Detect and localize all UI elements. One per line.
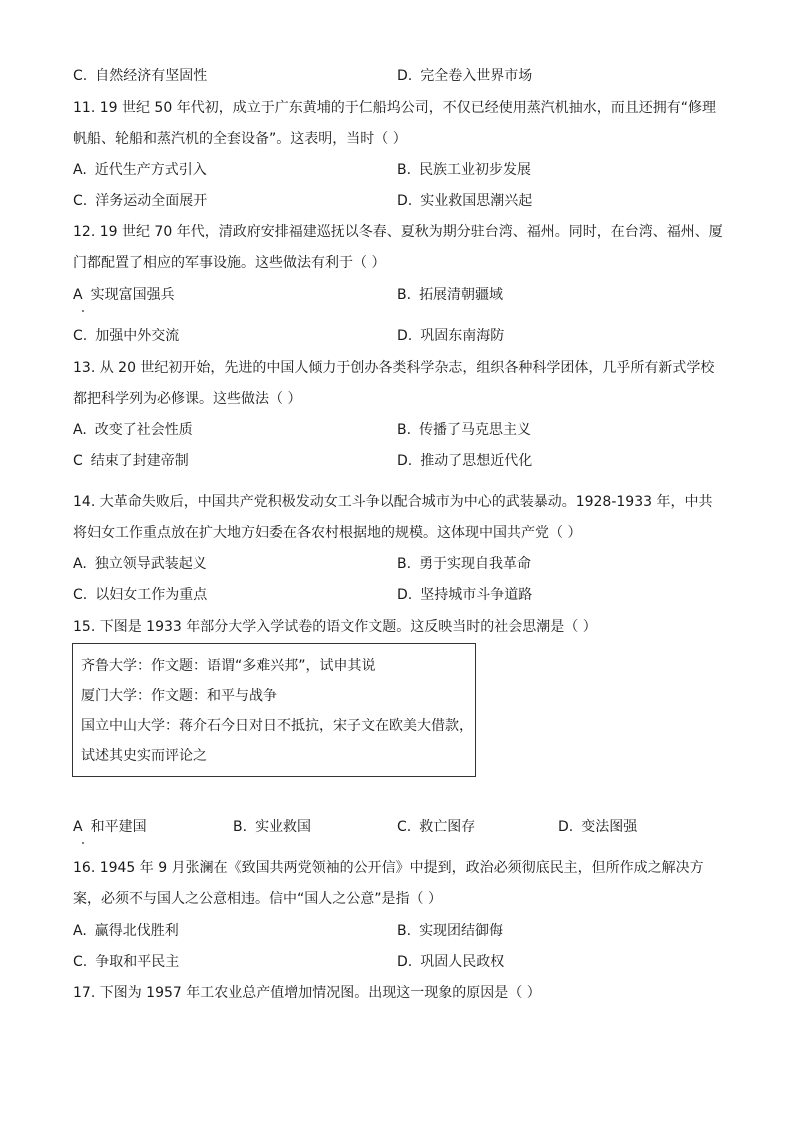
option-text: 以妇女工作为重点: [95, 587, 208, 603]
option-letter: D.: [397, 193, 413, 209]
option-letter: B.: [397, 556, 412, 572]
option-text: 拓展清朝疆域: [419, 287, 504, 303]
option-text: 实业救国思潮兴起: [420, 193, 533, 209]
option-letter: A.: [73, 422, 87, 438]
option-text: 实业救国: [255, 819, 312, 835]
option-letter: D.: [397, 587, 413, 603]
option-text: 改变了社会性质: [94, 422, 193, 438]
option-text: 赢得北伐胜利: [94, 923, 179, 939]
option-text: 救亡图存: [419, 819, 476, 835]
option-text: 坚持城市斗争道路: [420, 587, 533, 603]
option-text: 推动了思想近代化: [420, 453, 533, 469]
q12-option-d: [397, 326, 504, 346]
option-letter: C.: [73, 68, 88, 84]
q11-option-b: [397, 160, 531, 180]
option-text: 结束了封建帝制: [90, 453, 189, 469]
option-text: 和平建国: [90, 819, 147, 835]
option-letter: D.: [397, 453, 413, 469]
option-letter: C.: [73, 954, 88, 970]
stray-dot: [82, 842, 84, 844]
option-letter: A: [73, 287, 83, 303]
option-text: 独立领导武装起义: [94, 556, 207, 572]
option-letter: B.: [397, 287, 412, 303]
q16-option-b: [397, 921, 503, 941]
q13-option-a: [73, 420, 193, 440]
option-letter: B.: [397, 162, 412, 178]
option-letter: A.: [73, 556, 87, 572]
option-text: 实现富国强兵: [90, 287, 175, 303]
q13-option-c: [73, 451, 189, 471]
box-line-zhongshan: 国立中山大学：蒋介石今日对日不抵抗，宋子文在欧美大借款，: [81, 718, 473, 734]
option-text: 变法图强: [581, 819, 638, 835]
q14-option-a: [73, 554, 207, 574]
q12-option-b: [397, 285, 503, 305]
option-letter: A: [73, 819, 83, 835]
option-letter: B.: [397, 422, 412, 438]
q11-option-c: [73, 191, 207, 211]
q11-option-d: [397, 191, 532, 211]
option-letter: B.: [233, 819, 248, 835]
option-text: 巩固人民政权: [420, 954, 505, 970]
box-line-zhongshan-cont: 试述其史实而评论之: [81, 748, 207, 764]
option-letter: D.: [397, 328, 413, 344]
option-text: 传播了马克思主义: [419, 422, 532, 438]
q15-option-b: [233, 817, 311, 837]
q15-option-a: [73, 817, 147, 837]
q14-option-b: [397, 554, 531, 574]
q10-option-d: [397, 66, 532, 86]
option-letter: C.: [397, 819, 412, 835]
box-line-qilu: 齐鲁大学：作文题：语谓“多难兴邦”，试申其说: [81, 658, 376, 674]
essay-topics-box: [72, 643, 476, 777]
q15-option-d: [558, 817, 637, 837]
option-text: 民族工业初步发展: [419, 162, 532, 178]
option-letter: C.: [73, 193, 88, 209]
option-text: 勇于实现自我革命: [419, 556, 532, 572]
option-text: 实现团结御侮: [419, 923, 504, 939]
q13-option-d: [397, 451, 532, 471]
question-13-stem: 13. 从 20 世纪初开始，先进的中国人倾力于创办各类科学杂志，组织各种科学团体，几乎所有新式学校都把科学列为必修课。这些做法（ ）: [73, 360, 715, 407]
q13-option-b: [397, 420, 531, 440]
question-14-stem: 14. 大革命失败后，中国共产党积极发动女工斗争以配合城市为中心的武装暴动。1928-1933 年，中共将妇女工作重点放在扩大地方妇委在各农村根据地的规模。这体现中国共产党（ ）: [73, 494, 713, 541]
option-text: 近代生产方式引入: [94, 162, 207, 178]
q16-option-c: [73, 952, 179, 972]
q15-option-c: [397, 817, 475, 837]
option-letter: D.: [558, 819, 574, 835]
option-text: 加强中外交流: [95, 328, 180, 344]
question-15-stem: 15. 下图是 1933 年部分大学入学试卷的语文作文题。这反映当时的社会思潮是（ ）: [73, 619, 597, 635]
option-letter: D.: [397, 954, 413, 970]
question-17-stem: 17. 下图为 1957 年工农业总产值增加情况图。出现这一现象的原因是（ ）: [73, 985, 541, 1001]
q11-option-a: [73, 160, 207, 180]
option-letter: D.: [397, 68, 413, 84]
option-text: 洋务运动全面展开: [95, 193, 208, 209]
stray-dot: [82, 310, 84, 312]
q10-option-c: [73, 66, 207, 86]
option-text: 争取和平民主: [95, 954, 180, 970]
option-letter: C.: [73, 587, 88, 603]
option-text: 自然经济有坚固性: [95, 68, 208, 84]
option-letter: B.: [397, 923, 412, 939]
question-12-stem: 12. 19 世纪 70 年代，清政府安排福建巡抚以冬春、夏秋为期分驻台湾、福州。同时，在台湾、福州、厦门都配置了相应的军事设施。这些做法有利于（ ）: [73, 224, 723, 271]
box-line-xiamen: 厦门大学：作文题：和平与战争: [81, 688, 277, 704]
q14-option-d: [397, 585, 532, 605]
option-letter: C.: [73, 328, 88, 344]
option-text: 完全卷入世界市场: [420, 68, 533, 84]
q16-option-a: [73, 921, 179, 941]
option-letter: C: [73, 453, 83, 469]
q12-option-a: [73, 285, 175, 305]
q14-option-c: [73, 585, 207, 605]
question-16-stem: 16. 1945 年 9 月张澜在《致国共两党领袖的公开信》中提到，政治必须彻底民主，但所作成之解决方案，必须不与国人之公意相违。信中“国人之公意”是指（ ）: [73, 860, 704, 907]
q12-option-c: [73, 326, 179, 346]
option-text: 巩固东南海防: [420, 328, 505, 344]
option-letter: A.: [73, 923, 87, 939]
question-11-stem: 11. 19 世纪 50 年代初，成立于广东黄埔的于仁船坞公司，不仅已经使用蒸汽机抽水，而且还拥有“修理帆船、轮船和蒸汽机的全套设备”。这表明，当时（ ）: [73, 100, 716, 147]
option-letter: A.: [73, 162, 87, 178]
q16-option-d: [397, 952, 504, 972]
